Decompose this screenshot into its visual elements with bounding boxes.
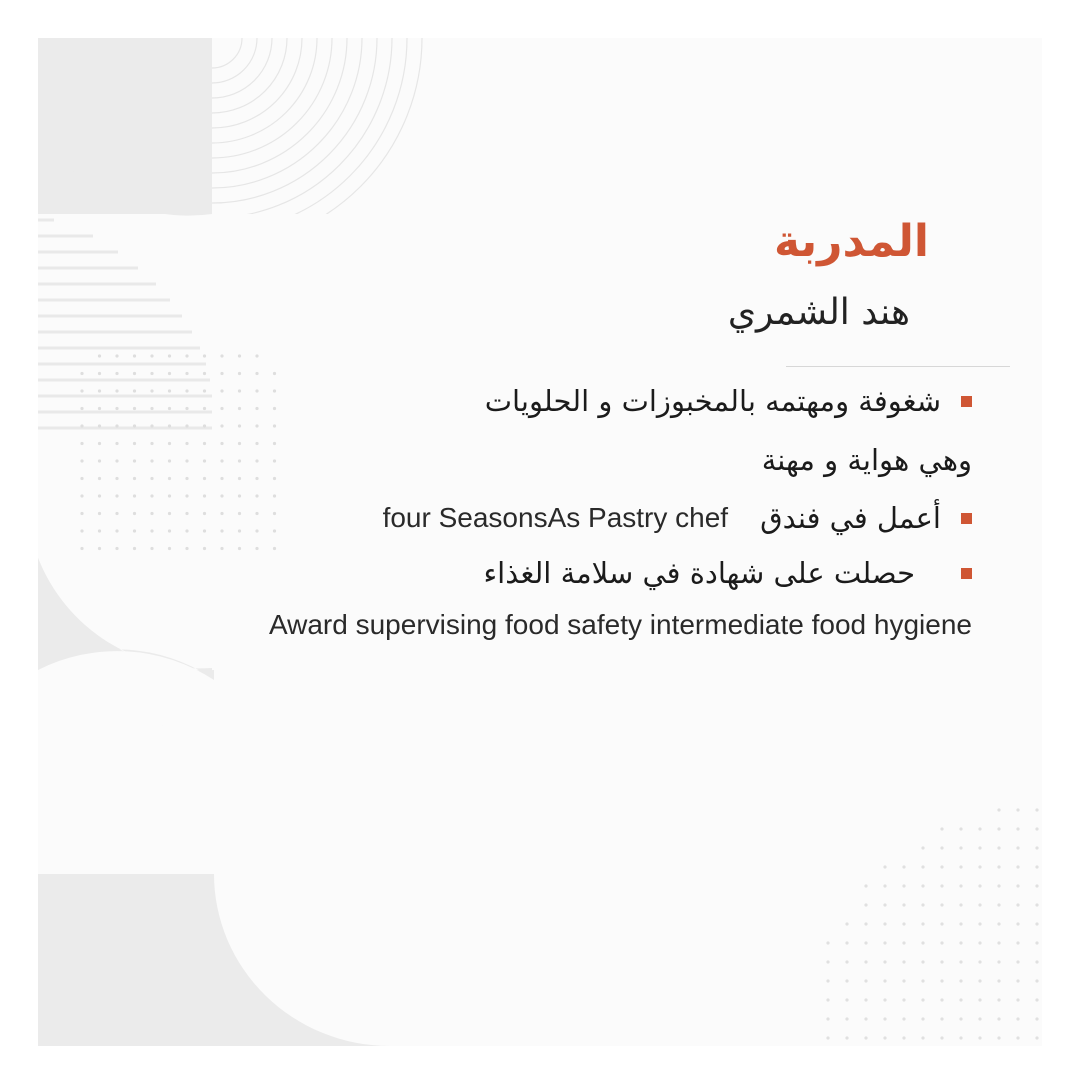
trainer-name: هند الشمري bbox=[727, 292, 910, 333]
divider bbox=[786, 366, 1010, 367]
bio-text: أعمل في فندق bbox=[760, 501, 941, 535]
bio-item bbox=[172, 494, 972, 542]
bio-text: وهي هواية و مهنة bbox=[761, 443, 972, 477]
bio-item-continued bbox=[172, 602, 972, 648]
dot-grid-right bbox=[826, 808, 1038, 1039]
bottom-left-shape bbox=[38, 874, 390, 1046]
bio-item bbox=[172, 550, 972, 596]
bio-text: حصلت على شهادة في سلامة الغذاء bbox=[483, 556, 915, 590]
bio-item-continued bbox=[172, 436, 972, 484]
bio-text-english: Award supervising food safety intermediate food hygiene bbox=[268, 609, 972, 640]
bullet-icon bbox=[961, 568, 972, 579]
bullet-icon bbox=[961, 396, 972, 407]
bio-list bbox=[172, 378, 972, 648]
bio-item bbox=[172, 378, 972, 424]
bullet-icon bbox=[961, 513, 972, 524]
bio-text-english: four SeasonsAs Pastry chef bbox=[382, 502, 729, 533]
trainer-title: المدربة bbox=[773, 216, 929, 267]
bio-text: شغوفة ومهتمه بالمخبوزات و الحلويات bbox=[484, 384, 941, 418]
